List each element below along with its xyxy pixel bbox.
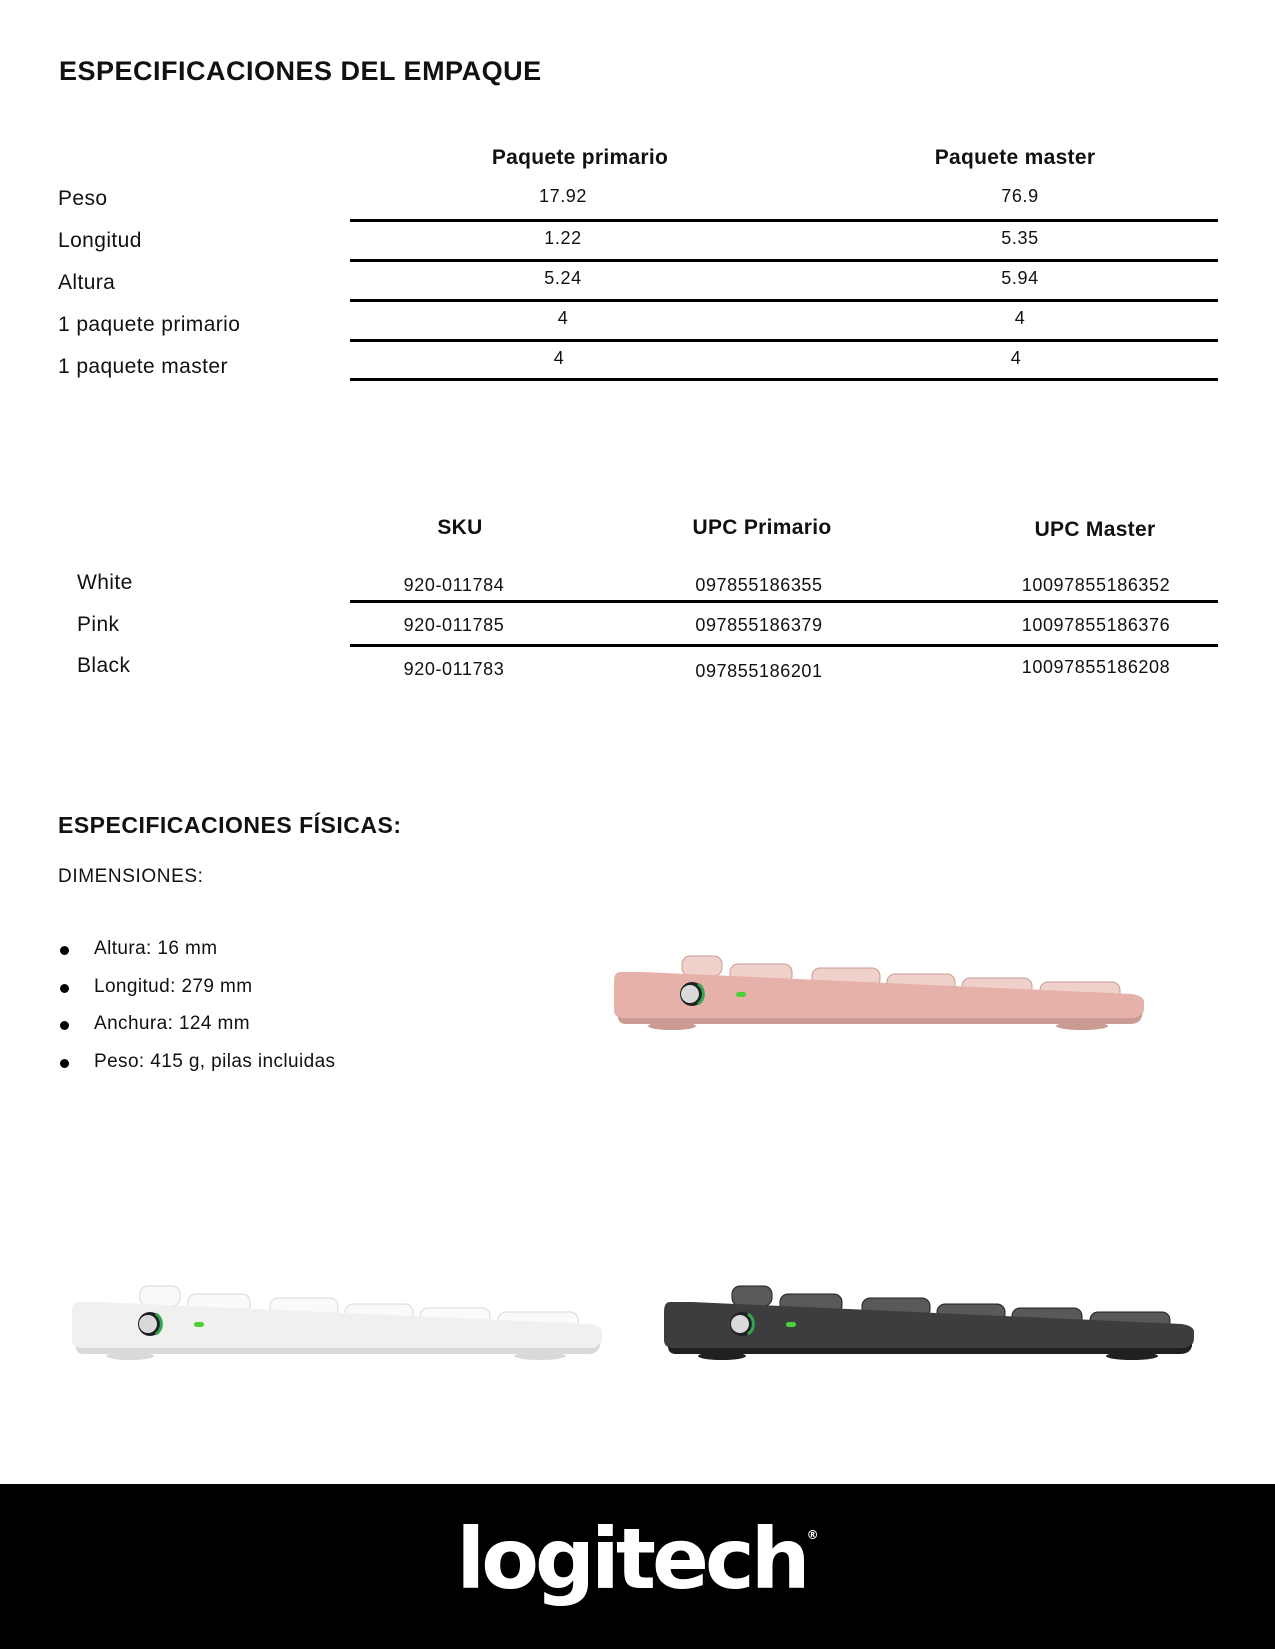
row-label: 1 paquete master [58,355,228,378]
keyboard-white-image [70,1282,610,1372]
dimensions-list [58,938,335,1088]
column-header-sku: SKU [437,516,483,539]
row-divider [350,378,1218,381]
keyboard-foot [514,1352,566,1360]
column-header-upc-master: UPC Master [1034,518,1156,541]
column-header-primario: Paquete primario [491,146,669,169]
list-item-text: Anchura: 124 mm [94,1013,250,1034]
power-switch-knob [139,1315,157,1333]
bullet-icon [60,946,69,955]
row-label: White [77,571,133,594]
list-item-text: Altura: 16 mm [94,938,218,959]
row-divider [350,600,1218,603]
keyboard-foot [648,1022,696,1030]
row-label: Black [77,654,131,677]
bullet-icon [60,1021,69,1030]
keyboard-pink-image [612,952,1152,1042]
footer-bar [0,1484,1275,1649]
bullet-icon [60,984,69,993]
table-cell: 4 [1010,348,1022,368]
row-label: 1 paquete primario [58,313,241,336]
status-led-icon [194,1322,204,1327]
column-header-upc-primario: UPC Primario [692,516,832,539]
bullet-icon [60,1059,69,1068]
list-item [58,938,335,976]
table-cell: 10097855186352 [1021,575,1171,595]
keycap [682,956,722,976]
row-label: Altura [58,271,116,294]
table-cell: 4 [557,308,569,328]
keyboard-foot [1056,1022,1108,1030]
table-cell: 5.24 [544,268,582,288]
list-item-text: Longitud: 279 mm [94,975,253,997]
row-divider [350,339,1218,342]
list-item-text: Peso: 415 g, pilas incluidas [94,1050,336,1072]
keyboard-foot [1106,1352,1158,1360]
table-cell: 10097855186376 [1021,615,1171,635]
table-cell: 920-011783 [403,659,505,679]
table-cell: 097855186379 [695,615,823,635]
status-led-icon [736,992,746,997]
row-label: Pink [77,613,120,636]
table-cell: 097855186355 [695,575,823,595]
table-cell: 4 [1014,308,1026,328]
table-cell: 920-011784 [403,575,505,595]
table-cell: 5.94 [1001,268,1039,288]
status-led-icon [786,1322,796,1327]
table-cell: 17.92 [538,186,588,206]
table-cell: 4 [553,348,565,368]
keyboard-foot [698,1352,746,1360]
keyboard-foot [106,1352,154,1360]
column-header-master: Paquete master [934,146,1096,169]
keycap [140,1286,180,1306]
registered-mark: ® [806,1528,819,1542]
keyboard-black-image [662,1282,1202,1372]
section-title: ESPECIFICACIONES FÍSICAS: [58,812,402,838]
table-cell: 1.22 [544,228,582,248]
page-title: ESPECIFICACIONES DEL EMPAQUE [59,56,542,86]
row-divider [350,644,1218,647]
list-item [58,976,335,1014]
row-divider [350,219,1218,222]
table-cell: 920-011785 [403,615,505,635]
list-item [58,1051,335,1089]
row-divider [350,299,1218,302]
power-switch-knob [731,1315,749,1333]
keycap [732,1286,772,1306]
logitech-logo [0,1510,1275,1608]
table-cell: 76.9 [1001,186,1039,206]
logo-wordmark: logitech [456,1510,807,1608]
row-label: Peso [58,187,108,210]
table-cell: 097855186201 [695,661,823,681]
table-cell: 5.35 [1001,228,1039,248]
row-divider [350,259,1218,262]
section-subtitle: DIMENSIONES: [58,866,204,887]
power-switch-knob [681,985,699,1003]
table-cell: 10097855186208 [1021,657,1171,677]
list-item [58,1013,335,1051]
row-label: Longitud [58,229,142,252]
